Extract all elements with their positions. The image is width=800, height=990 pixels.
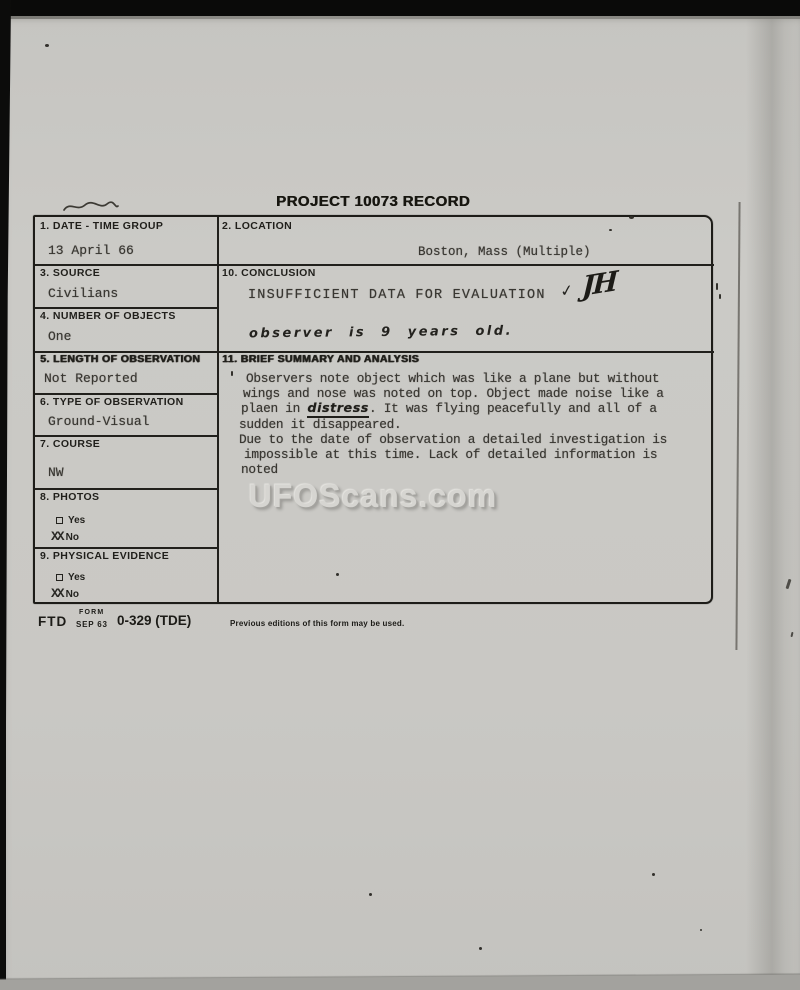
evidence-yes-label: Yes xyxy=(68,572,86,583)
photos-no-label: No xyxy=(65,532,79,543)
scan-speck xyxy=(45,44,49,47)
scan-speck xyxy=(231,371,233,376)
x-mark: XX xyxy=(51,529,63,544)
evidence-no-option xyxy=(51,586,79,601)
field-label-course: 7. COURSE xyxy=(40,438,101,450)
footer-form-date: SEP 63 xyxy=(76,620,108,629)
photos-yes-option xyxy=(56,515,85,526)
checkbox-yes-icon xyxy=(56,517,63,524)
field-label-brief-summary: 11. BRIEF SUMMARY AND ANALYSIS xyxy=(222,353,419,365)
field-label-number-of-objects: 4. NUMBER OF OBJECTS xyxy=(40,310,176,322)
field-value-length-of-observation: Not Reported xyxy=(44,371,138,386)
scan-speck xyxy=(336,573,339,576)
field-label-physical-evidence: 9. PHYSICAL EVIDENCE xyxy=(40,550,170,562)
scan-speck xyxy=(609,229,612,231)
field-label-source: 3. SOURCE xyxy=(40,267,101,279)
x-mark: XX xyxy=(51,586,63,601)
field-value-number-of-objects: One xyxy=(48,329,72,344)
field-label-conclusion: 10. CONCLUSION xyxy=(222,267,316,279)
scan-speck xyxy=(479,947,482,950)
summary-line: Observers note object which was like a plane but without xyxy=(246,371,660,386)
field-label-location: 2. LOCATION xyxy=(222,220,293,232)
field-label-length-of-observation: 5. LENGTH OF OBSERVATION xyxy=(40,353,201,365)
summary-line: wings and nose was noted on top. Object made noise like a xyxy=(243,386,664,402)
field-label-photos: 8. PHOTOS xyxy=(40,491,100,503)
page-edge-shadow xyxy=(746,14,800,990)
evidence-yes-option xyxy=(56,572,85,583)
scanner-edge-top xyxy=(0,0,800,16)
checkbox-yes-icon xyxy=(56,574,63,581)
footer-form-word: FORM xyxy=(79,609,105,616)
brief-summary-text xyxy=(239,371,719,477)
handwritten-note: observer is 9 years old. xyxy=(248,323,514,342)
row-line xyxy=(35,547,218,549)
handwritten-correction: distress xyxy=(307,401,369,417)
field-value-source: Civilians xyxy=(48,286,119,301)
field-label-type-of-observation: 6. TYPE OF OBSERVATION xyxy=(40,396,184,408)
summary-line3-post: . It was flying peacefully and all of a xyxy=(368,401,657,417)
summary-line xyxy=(239,401,719,416)
field-value-type-of-observation: Ground-Visual xyxy=(48,414,150,429)
field-value-conclusion: INSUFFICIENT DATA FOR EVALUATION xyxy=(248,288,546,303)
footer-note: Previous editions of this form may be used. xyxy=(230,619,405,628)
field-value-location: Boston, Mass (Multiple) xyxy=(418,245,591,259)
scanner-edge-fade xyxy=(0,16,800,19)
summary-line: sudden it disappeared. xyxy=(239,416,402,432)
scan-speck xyxy=(700,929,702,931)
scan-speck xyxy=(716,283,718,290)
summary-line3-pre: plaen in xyxy=(241,401,308,417)
summary-line: noted xyxy=(241,462,278,478)
watermark: UFOScans.com xyxy=(248,478,498,514)
column-divider xyxy=(217,217,219,602)
scan-speck xyxy=(629,216,634,219)
row-line xyxy=(35,307,218,309)
field-label-date-time-group: 1. DATE - TIME GROUP xyxy=(40,220,164,232)
summary-line: impossible at this time. Lack of detailed information is xyxy=(244,447,658,463)
handwritten-check-mark: ✓ xyxy=(558,280,575,301)
row-line xyxy=(35,393,218,395)
row-line xyxy=(35,435,218,437)
handwritten-initials: JH xyxy=(581,265,617,304)
footer-agency: FTD xyxy=(38,614,68,629)
field-value-course: NW xyxy=(48,465,64,480)
document-title: PROJECT 10073 RECORD xyxy=(276,193,470,210)
field-value-date-time-group: 13 April 66 xyxy=(48,243,134,258)
handwritten-squiggle xyxy=(62,199,120,214)
photos-yes-label: Yes xyxy=(68,515,86,526)
photos-no-option xyxy=(51,529,79,544)
row-line xyxy=(217,264,714,266)
footer-form-number: 0-329 (TDE) xyxy=(117,613,192,628)
row-line xyxy=(35,264,218,266)
scan-speck xyxy=(652,873,655,876)
summary-line: Due to the date of observation a detailed investigation is xyxy=(239,431,668,447)
scan-speck xyxy=(719,294,721,299)
evidence-no-label: No xyxy=(65,589,79,600)
scan-speck xyxy=(369,893,372,896)
